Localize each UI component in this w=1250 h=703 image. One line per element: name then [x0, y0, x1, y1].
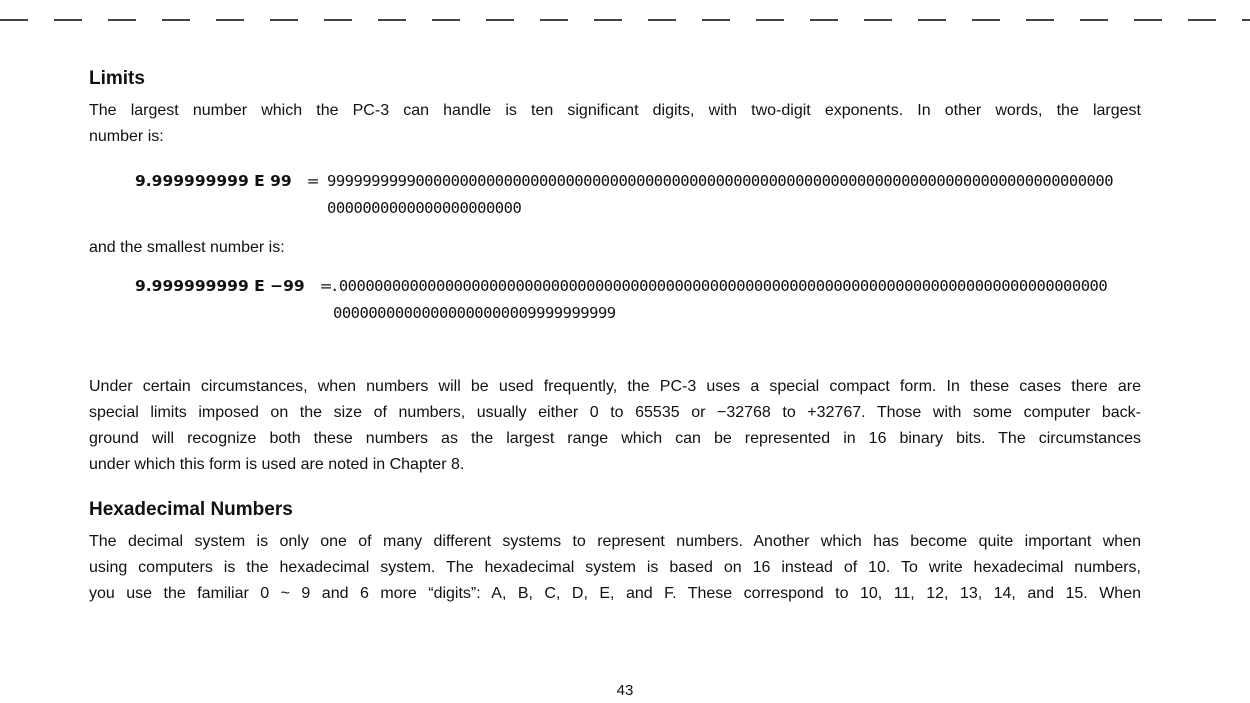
largest-equals: =	[306, 172, 320, 190]
limits-intro-line2: number is:	[89, 128, 164, 145]
largest-number-lhs	[135, 172, 320, 190]
smallest-number-lhs	[135, 277, 333, 295]
page-number: 43	[616, 682, 634, 699]
smallest-expansion-line2: 00000000000000000000009999999999	[333, 304, 616, 322]
compact-form-line1: Under certain circumstances, when numbers will be used frequently, the PC-3 uses a special compact form. In these cases there are	[89, 378, 1141, 395]
section-heading-hexadecimal: Hexadecimal Numbers	[89, 499, 293, 520]
smallest-expansion-line1: .000000000000000000000000000000000000000000000000000000000000000000000000000000000000000	[330, 277, 1108, 295]
hexadecimal-line2: using computers is the hexadecimal system. The hexadecimal system is based on 16 instead of 10. To write hexadecimal numbers,	[89, 559, 1141, 576]
smallest-expression: 9.999999999 E −99	[135, 277, 305, 295]
limits-intro-line1: The largest number which the PC-3 can handle is ten significant digits, with two-digit exponents. In other words, the largest	[89, 102, 1141, 119]
hexadecimal-line1: The decimal system is only one of many different systems to represent numbers. Another which has become quite important when	[89, 533, 1141, 550]
compact-form-line2: special limits imposed on the size of numbers, usually either 0 to 65535 or −32768 to +32767. Those with some computer back-	[89, 404, 1141, 421]
smallest-label: and the smallest number is:	[89, 239, 285, 256]
compact-form-line4: under which this form is used are noted in Chapter 8.	[89, 456, 465, 473]
hexadecimal-line3: you use the familiar 0 ~ 9 and 6 more “digits”: A, B, C, D, E, and F. These correspond to 10, 11, 12, 13, 14, and 15. When	[89, 585, 1141, 602]
largest-expansion-line1: 99999999990000000000000000000000000000000000000000000000000000000000000000000000000000000	[327, 172, 1114, 190]
top-dashed-rule	[0, 19, 1250, 21]
largest-expansion-line2: 0000000000000000000000	[327, 199, 522, 217]
compact-form-line3: ground will recognize both these numbers as the largest range which can be represented in 16 binary bits. The circumstances	[89, 430, 1141, 447]
smallest-equals: =	[319, 277, 333, 295]
section-heading-limits: Limits	[89, 68, 145, 89]
largest-expression: 9.999999999 E 99	[135, 172, 292, 190]
